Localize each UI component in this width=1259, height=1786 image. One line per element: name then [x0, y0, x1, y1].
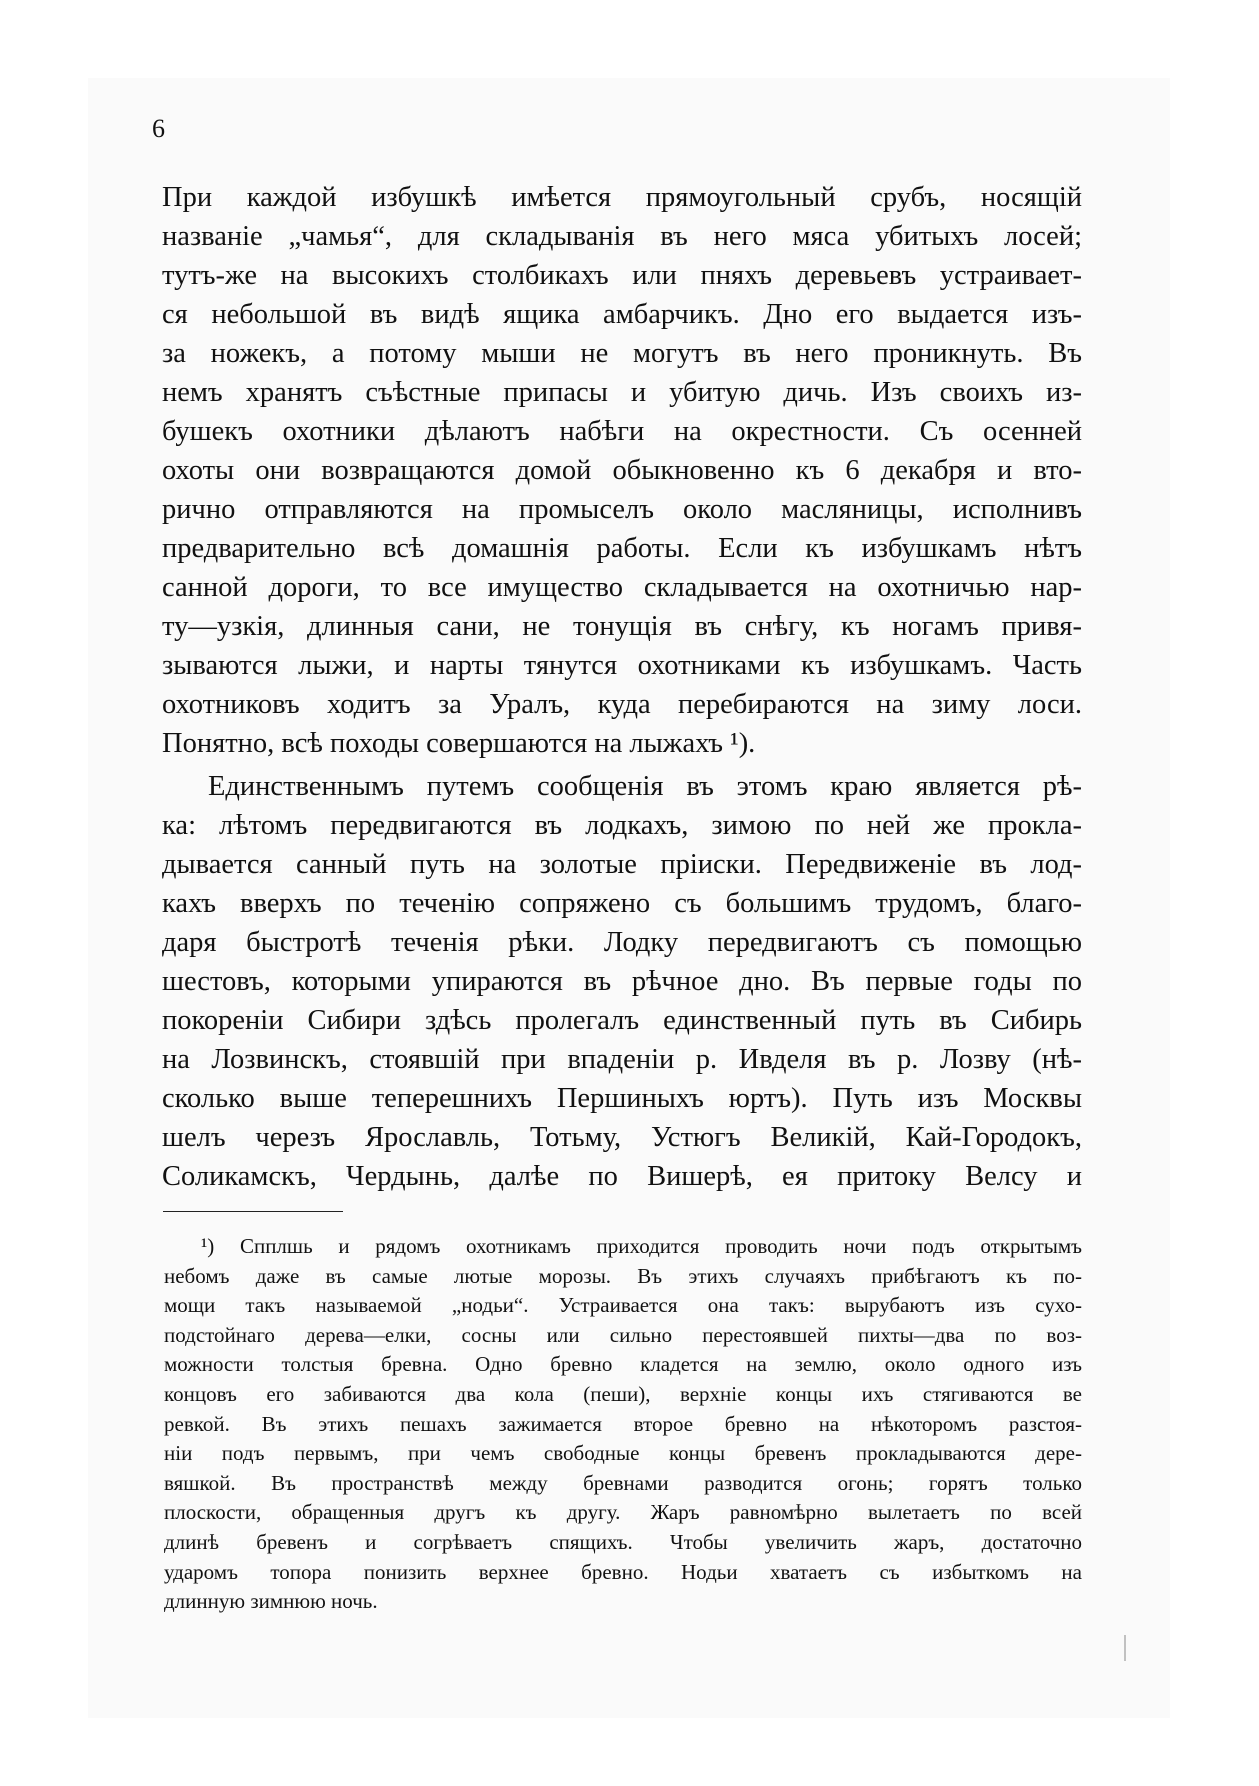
text-line: кахъ вверхъ по теченію сопряжено съ большимъ трудомъ, благо-: [162, 888, 1082, 919]
text-line: охотниковъ ходитъ за Уралъ, куда перебираются на зиму лоси.: [162, 689, 1082, 720]
text-line: ка: лѣтомъ передвигаются въ лодкахъ, зимою по ней же прокла-: [162, 810, 1082, 841]
text-line: рично отправляются на промыселъ около масляницы, исполнивъ: [162, 494, 1082, 525]
text-line: зываются лыжи, и нарты тянутся охотниками къ избушкамъ. Часть: [162, 650, 1082, 681]
footnote-line: ніи подъ первымъ, при чемъ свободные концы бревенъ прокладываются дере-: [164, 1441, 1082, 1466]
text-line: шелъ черезъ Ярославль, Тотьму, Устюгъ Великій, Кай-Городокъ,: [162, 1122, 1082, 1153]
footnote-line: небомъ даже въ самые лютые морозы. Въ этихъ случаяхъ прибѣгаютъ къ по-: [164, 1263, 1082, 1288]
text-line: Понятно, всѣ походы совершаются на лыжахъ ¹).: [162, 728, 756, 759]
footnote-line: вяшкой. Въ пространствѣ между бревнами разводится огонь; горятъ только: [164, 1470, 1082, 1495]
text-line: При каждой избушкѣ имѣется прямоугольный срубъ, носящій: [162, 182, 1082, 213]
footnote-line: можности толстыя бревна. Одно бревно кладется на землю, около одного изъ: [164, 1352, 1082, 1377]
footnote-line: ¹) Спплшь и рядомъ охотникамъ приходится проводить ночи подъ открытымъ: [201, 1234, 1082, 1258]
footnote-line: ударомъ топора понизить верхнее бревно. Нодьи хватаетъ съ избыткомъ на: [164, 1559, 1082, 1584]
main-text: [162, 178, 1082, 1196]
text-line: Соликамскъ, Чердынь, далѣе по Вишерѣ, ея притоку Велсу и: [162, 1161, 1082, 1192]
footnote-line: плоскости, обращенныя другъ къ другу. Жаръ равномѣрно вылетаетъ по всей: [164, 1500, 1082, 1525]
text-line: тутъ-же на высокихъ столбикахъ или пняхъ деревьевъ устраивает-: [162, 260, 1082, 291]
text-line: санной дороги, то все имущество складывается на охотничью нар-: [162, 572, 1082, 603]
footnote-line: длинѣ бревенъ и согрѣваетъ спящихъ. Чтобы увеличить жаръ, достаточно: [164, 1529, 1082, 1554]
text-line: Единственнымъ путемъ сообщенія въ этомъ краю является рѣ-: [208, 771, 1082, 802]
text-line: покореніи Сибири здѣсь пролегалъ единственный путь въ Сибирь: [162, 1005, 1082, 1036]
footnote-line: мощи такъ называемой „нодьи“. Устраивается она такъ: вырубаютъ изъ сухо-: [164, 1293, 1082, 1318]
text-line: на Лозвинскъ, стоявшій при впаденіи р. Ивделя въ р. Лозву (нѣ-: [162, 1044, 1082, 1075]
footnote: [164, 1232, 1082, 1617]
text-line: дывается санный путь на золотые пріиски. Передвиженіе въ лод-: [162, 849, 1082, 880]
footnote-line: ревкой. Въ этихъ пешахъ зажимается второе бревно на нѣкоторомъ разстоя-: [164, 1411, 1082, 1436]
text-line: бушекъ охотники дѣлаютъ набѣги на окрестности. Съ осенней: [162, 416, 1082, 447]
text-line: сколько выше теперешнихъ Першиныхъ юртъ). Путь изъ Москвы: [162, 1083, 1082, 1114]
text-line: предварительно всѣ домашнія работы. Если къ избушкамъ нѣтъ: [162, 533, 1082, 564]
text-line: шестовъ, которыми упираются въ рѣчное дно. Въ первые годы по: [162, 966, 1082, 997]
text-line: за ножекъ, а потому мыши не могутъ въ него проникнуть. Въ: [162, 338, 1082, 369]
text-line: ся небольшой въ видѣ ящика амбарчикъ. Дно его выдается изъ-: [162, 299, 1082, 330]
text-line: охоты они возвращаются домой обыкновенно къ 6 декабря и вто-: [162, 455, 1082, 486]
footnote-divider: [163, 1211, 343, 1212]
text-line: ту—узкія, длинныя сани, не тонущія въ снѣгу, къ ногамъ привя-: [162, 611, 1082, 642]
scan-edge-mark: [1124, 1635, 1126, 1661]
text-line: названіе „чамья“, для складыванія въ него мяса убитыхъ лосей;: [162, 221, 1082, 252]
footnote-line: концовъ его забиваются два кола (пеши), верхніе концы ихъ стягиваются ве: [164, 1381, 1082, 1406]
text-line: даря быстротѣ теченія рѣки. Лодку передвигаютъ съ помощью: [162, 927, 1082, 958]
footnote-line: длинную зимнюю ночь.: [164, 1589, 378, 1614]
page-number: 6: [152, 114, 165, 143]
footnote-line: подстойнаго дерева—елки, сосны или сильно перестоявшей пихты—два по воз-: [164, 1322, 1082, 1347]
text-line: немъ хранятъ съѣстные припасы и убитую дичь. Изъ своихъ из-: [162, 377, 1082, 408]
